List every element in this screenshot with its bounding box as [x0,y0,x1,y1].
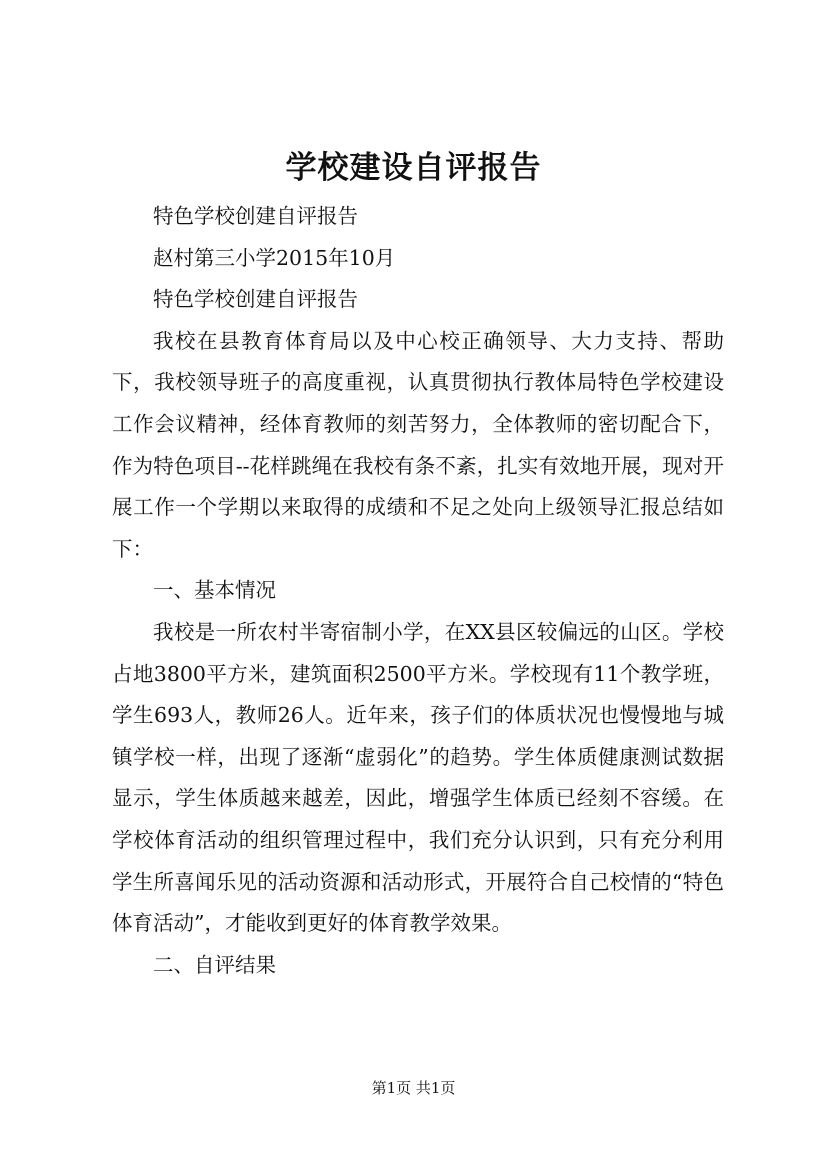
page-footer: 第1页 共1页 [371,1079,456,1097]
paragraph-introduction: 我校在县教育体育局以及中心校正确领导、大力支持、帮助下，我校领导班子的高度重视，认真贯彻执行教体局特色学校建设工作会议精神，经体育教师的刻苦努力，全体教师的密切配合下，作为特色项目--花样跳绳在我校有条不紊，扎实有效地开展，现对开展工作一个学期以来取得的成绩和不足之处向上级领导汇报总结如下： [112,328,724,561]
paragraph-report-heading: 特色学校创建自评报告 [153,287,358,312]
document-title: 学校建设自评报告 [285,150,542,186]
section-heading-self-evaluation: 二、自评结果 [153,952,276,977]
paragraph-basic-info: 我校是一所农村半寄宿制小学，在XX县区较偏远的山区。学校占地3800平方米，建筑面积2500平方米。学校现有11个教学班，学生693人，教师26人。近年来，孩子们的体质状况也慢慢地与城镇学校一样，出现了逐渐“虚弱化”的趋势。学生体质健康测试数据显示，学生体质越来越差，因此，增强学生体质已经刻不容缓。在学校体育活动的组织管理过程中，我们充分认识到，只有充分利用学生所喜闻乐见的活动资源和活动形式，开展符合自己校情的“特色体育活动”，才能收到更好的体育教学效果。 [112,619,724,936]
section-heading-basic-info: 一、基本情况 [153,578,276,603]
document-body [112,196,724,986]
paragraph-school-date: 赵村第三小学2015年10月 [153,245,396,270]
paragraph-subtitle: 特色学校创建自评报告 [153,204,358,228]
